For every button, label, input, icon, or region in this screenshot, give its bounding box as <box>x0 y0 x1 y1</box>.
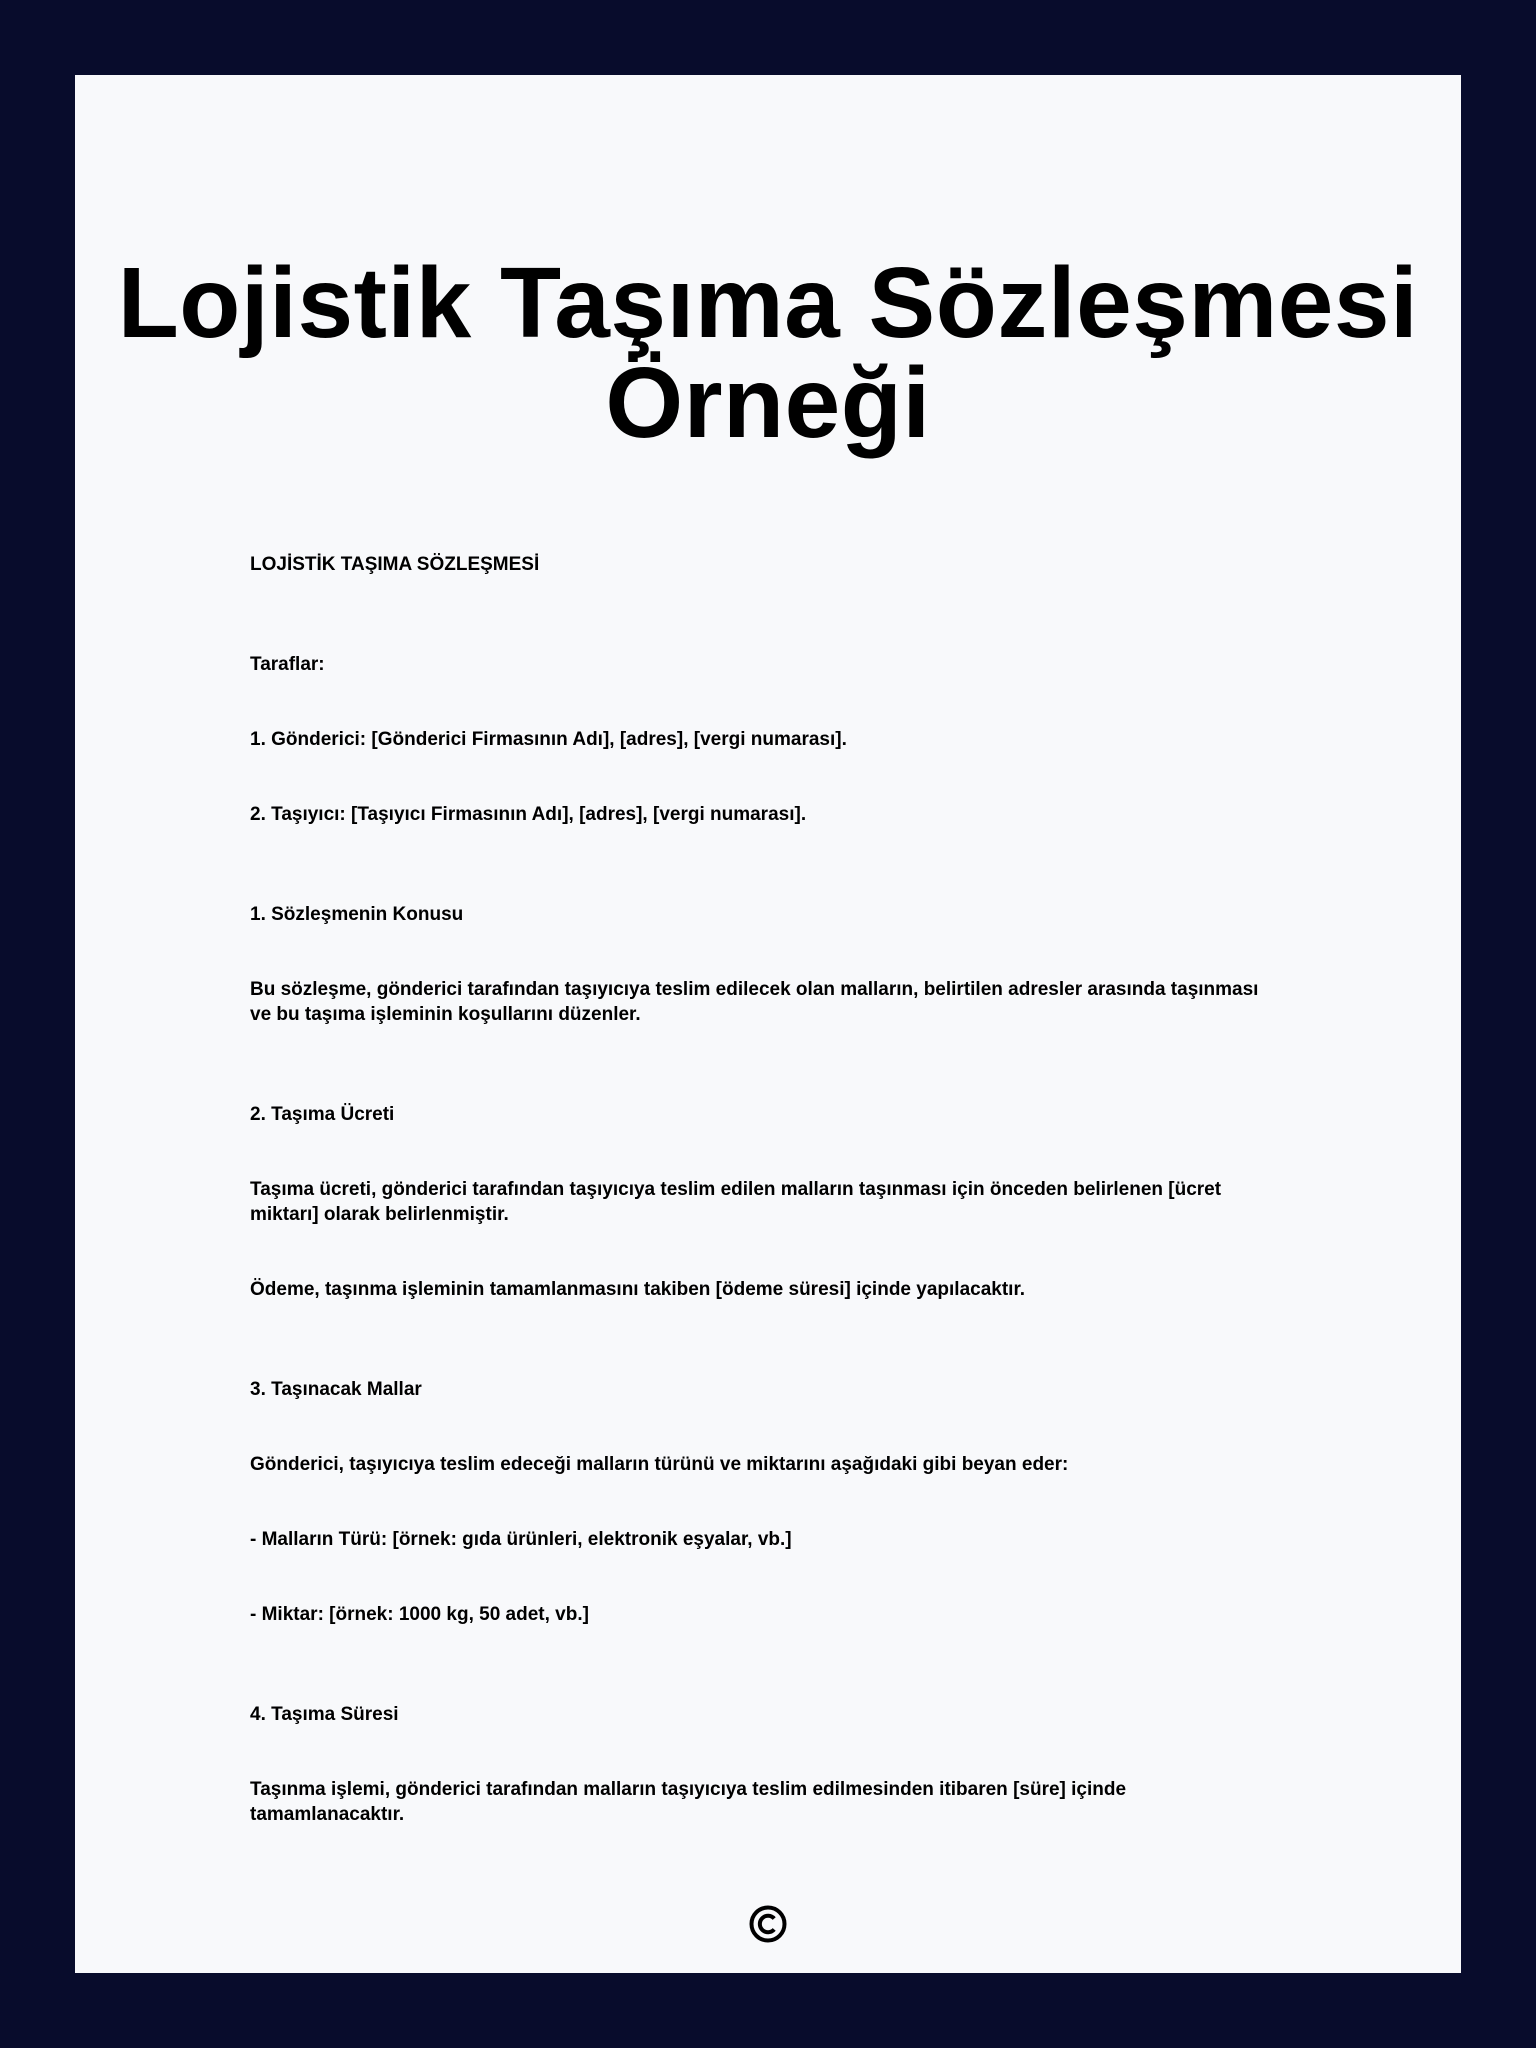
section-3-item-quantity: - Miktar: [örnek: 1000 kg, 50 adet, vb.] <box>250 1604 589 1625</box>
party-carrier: 2. Taşıyıcı: [Taşıyıcı Firmasının Adı], [adres], [vergi numarası]. <box>250 804 807 825</box>
section-4-title: 4. Taşıma Süresi <box>250 1704 399 1725</box>
section-1-text: Bu sözleşme, gönderici tarafından taşıyıcıya teslim edilecek olan malların, belirtilen adresler arasında taşınması ve bu taşıma işleminin koşullarını düzenler. <box>250 979 1259 1025</box>
section-4-text: Taşınma işlemi, gönderici tarafından malların taşıyıcıya teslim edilmesinden itibaren [süre] içinde tamamlanacaktır. <box>250 1779 1127 1825</box>
contract-heading: LOJİSTİK TAŞIMA SÖZLEŞMESİ <box>250 554 540 575</box>
page-title <box>75 247 1461 459</box>
section-3-text: Gönderici, taşıyıcıya teslim edeceği malların türünü ve miktarını aşağıdaki gibi beyan eder: <box>250 1454 1069 1475</box>
section-2-text-1: Taşıma ücreti, gönderici tarafından taşıyıcıya teslim edilen malların taşınması için önceden belirlenen [ücret miktarı] olarak belirlenmiştir. <box>250 1179 1222 1225</box>
parties-label: Taraflar: <box>250 654 325 675</box>
section-2-text-2: Ödeme, taşınma işleminin tamamlanmasını takiben [ödeme süresi] içinde yapılacaktır. <box>250 1279 1026 1300</box>
section-3-item-type: - Malların Türü: [örnek: gıda ürünleri, elektronik eşyalar, vb.] <box>250 1529 792 1550</box>
party-sender: 1. Gönderici: [Gönderici Firmasının Adı], [adres], [vergi numarası]. <box>250 729 847 750</box>
page-title-line1: Lojistik Taşıma Sözleşmesi <box>117 247 1419 359</box>
section-3-title: 3. Taşınacak Mallar <box>250 1379 422 1400</box>
document-body <box>250 552 1260 1827</box>
document-page <box>75 75 1461 1973</box>
section-2-title: 2. Taşıma Ücreti <box>250 1104 395 1125</box>
copyright-icon <box>748 1904 788 1944</box>
footer <box>75 1900 1461 1944</box>
section-1-title: 1. Sözleşmenin Konusu <box>250 904 464 925</box>
page-title-line2: Örneği <box>605 347 931 459</box>
